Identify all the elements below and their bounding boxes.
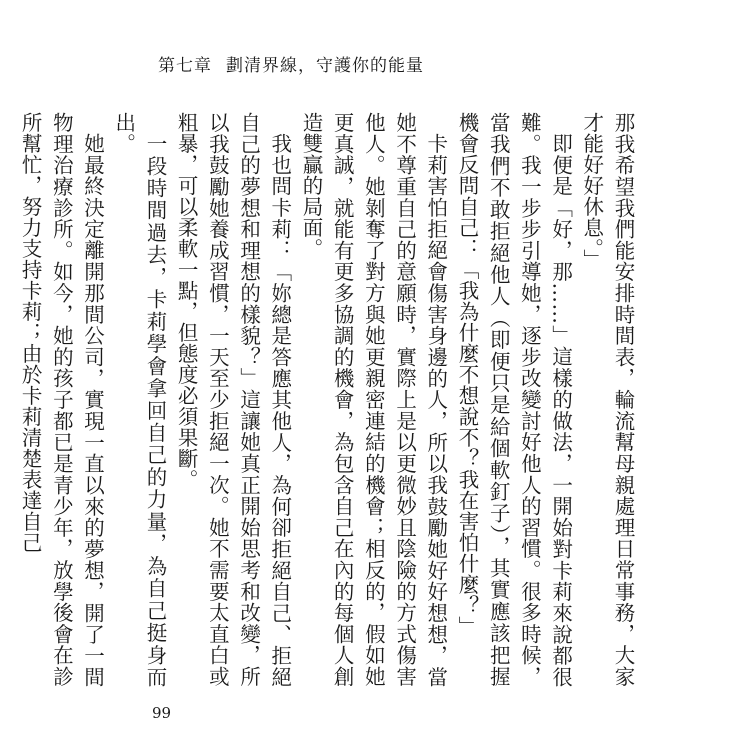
page-number: 99 (152, 704, 172, 722)
paragraph-4: 我也問卡莉：「妳總是答應其他人，為何卻拒絕自己、拒絕自己的夢想和理想的樣貌？」這讓她真正開始思考和改變，所以我鼓勵她養成習慣，一天至少拒絕一次。她不需要太直白或粗暴，可以柔軟一點，但態度必須果斷。 (174, 112, 292, 687)
paragraph-1: 那我希望我們能安排時間表，輪流幫母親處理日常事務，大家才能好好休息。」 (579, 112, 635, 687)
running-head (158, 51, 424, 76)
chapter-title: 劃清界線，守護你的能量 (226, 56, 424, 76)
chapter-label: 第七章 (158, 56, 212, 76)
body-text (14, 112, 638, 687)
paragraph-6: 她最終決定離開那間公司，實現一直以來的夢想，開了一間物理治療診所。如今，她的孩子都已是青少年，放學後會在診所幫忙，努力支持卡莉；由於卡莉清楚表達自己 (18, 112, 105, 687)
paragraph-2: 即便是「好，那……」這樣的做法，一開始對卡莉來說都很難。我一步步引導她，逐步改變討好他人的習慣。很多時候，當我們不敢拒絕他人（即便只是給個軟釘子），其實應該把握機會反問自己：「我為什麼不想說不？我在害怕什麼？」 (454, 112, 573, 687)
paragraph-5: 一段時間過去，卡莉學會拿回自己的力量，為自己挺身而出。 (111, 112, 167, 687)
paragraph-3: 卡莉害怕拒絕會傷害身邊的人，所以我鼓勵她好好想想，當她不尊重自己的意願時，實際上是以更微妙且陰險的方式傷害他人。她剝奪了對方與她更親密連結的機會；相反的，假如她更真誠，就能有更多協調的機會，為包含自己在內的每個人創造雙贏的局面。 (298, 112, 448, 687)
